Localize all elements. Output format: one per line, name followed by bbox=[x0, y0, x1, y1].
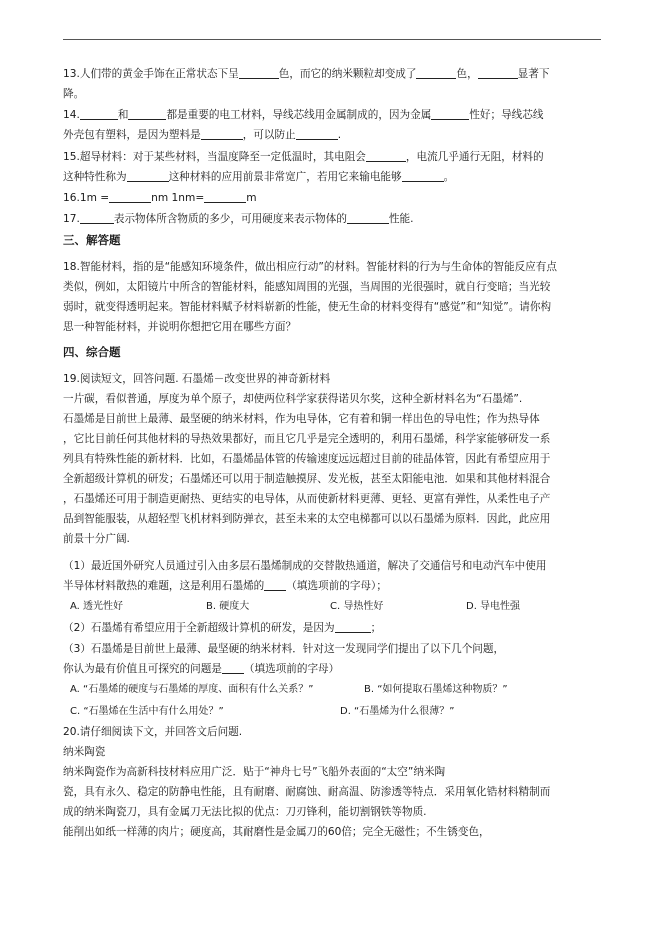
blank[interactable] bbox=[222, 661, 244, 674]
question-19-sub1: （1）最近国外研究人员通过引入由多层石墨烯制成的交替散热通道，解决了交通信号和电动汽车中使用 半导体材料散热的难题，这是利用石墨烯的 （填选项前的字母）； bbox=[63, 560, 547, 592]
blank[interactable] bbox=[204, 190, 246, 203]
question-18: 18.智能材料，指的是“能感知环境条件，做出相应行动”的材料。智能材料的行为与生命体的智能反应有点 类似，例如，太阳镜片中所含的智能材料，能感知周围的光强，当周围的光很强时，就自行变暗；当光较 弱时，就变得透明起来。智能材料赋予材料崭新的性能，使无生命的材料变得有“感觉”和“知觉”。请你构 思一种智能材料，并说明你想把它用在哪些方面？ bbox=[63, 261, 557, 333]
question-19-sub3: （3）石墨烯是目前世上最薄、最坚硬的纳米材料．针对这一发现同学们提出了以下几个问题， 你认为最有价值且可探究的问题是 （填选项前的字母） bbox=[63, 643, 505, 675]
blank[interactable] bbox=[347, 211, 389, 224]
option-c[interactable]: C. 导热性好 bbox=[330, 601, 384, 612]
option-b[interactable]: B. “如何提取石墨烯这种物质？” bbox=[364, 684, 508, 695]
blank[interactable] bbox=[80, 107, 118, 120]
blank[interactable] bbox=[239, 66, 279, 79]
question-20-title: 纳米陶瓷 bbox=[63, 746, 106, 758]
blank[interactable] bbox=[296, 127, 338, 140]
blank[interactable] bbox=[80, 211, 114, 224]
question-14: 14. 和 都是重要的电工材料，导线芯线用金属制成的，因为金属 性好；导线芯线 外壳包有塑料，是因为塑料是 ，可以防止 . bbox=[63, 109, 544, 141]
question-20-intro: 20.请仔细阅读下文，并回答文后问题. bbox=[63, 726, 243, 738]
option-c[interactable]: C. “石墨烯在生活中有什么用处？” bbox=[70, 706, 224, 717]
blank[interactable] bbox=[127, 169, 169, 182]
question-19-sub2: （2）石墨烯有希望应用于全新超级计算机的研发，是因为 ； bbox=[63, 622, 382, 634]
option-b[interactable]: B. 硬度大 bbox=[206, 601, 250, 612]
option-a[interactable]: A. 透光性好 bbox=[70, 601, 124, 612]
question-20-passage: 纳米陶瓷作为高新科技材料应用广泛．贴于“神舟七号”飞船外表面的“太空”纳米陶 瓷，具有永久、稳定的防静电性能，且有耐磨、耐腐蚀、耐高温、防渗透等特点．采用氧化锆材料精制而 成的纳米陶瓷刀，具有金属刀无法比拟的优点：刀刃锋利，能切割钢铁等物质. 能削出如纸一样薄的肉片；硬度高，其耐磨性是金属刀的60倍；完全无磁性；不生锈变色， bbox=[63, 766, 551, 838]
question-13: 13.人们带的黄金手饰在正常状态下呈 色，而它的纳米颗粒却变成了 色， 显著下 降。 bbox=[63, 68, 550, 100]
header-rule bbox=[63, 39, 601, 40]
question-19-passage: 一片碳，看似普通，厚度为单个原子，却使两位科学家获得诺贝尔奖，这种全新材料名为“石墨烯”. 石墨烯是目前世上最薄、最坚硬的纳米材料，作为电导体，它有着和铜一样出色的导电性；作为热导体 ，它比目前任何其他材料的导热效果都好，而且它几乎是完全透明的，利用石墨烯，科学家能够研发一系 列具有特殊性能的新材料．比如，石墨烯晶体管的传输速度远远超过目前的硅晶体管，因此有希望应用于 全新超级计算机的研发；石墨烯还可以用于制造触摸屏、发光板，甚至太阳能电池．如果和其他材料混合 ，石墨烯还可用于制造更耐热、更结实的电导体，从而使新材料更薄、更轻、更富有弹性，从柔性电子产 品到智能服装，从超轻型飞机材料到防弹衣，甚至未来的太空电梯都可以以石墨烯为原料．因此，此应用 前景十分广阔. bbox=[63, 393, 551, 545]
option-d[interactable]: D. “石墨烯为什么很薄？” bbox=[340, 706, 455, 717]
question-19-intro: 19.阅读短文，回答问题. 石墨烯－改变世界的神奇新材料 bbox=[63, 373, 331, 385]
blank[interactable] bbox=[128, 107, 166, 120]
blank[interactable] bbox=[335, 620, 371, 633]
section-heading-3: 三、解答题 bbox=[63, 233, 121, 247]
blank[interactable] bbox=[416, 66, 456, 79]
question-16: 16.1m = nm 1nm= m bbox=[63, 192, 257, 204]
option-a[interactable]: A. “石墨烯的硬度与石墨烯的厚度、面积有什么关系？” bbox=[70, 684, 314, 695]
blank[interactable] bbox=[366, 149, 406, 162]
option-d[interactable]: D. 导电性强 bbox=[466, 601, 521, 612]
section-heading-4: 四、综合题 bbox=[63, 345, 121, 359]
blank[interactable] bbox=[264, 578, 286, 591]
blank[interactable] bbox=[478, 66, 518, 79]
blank[interactable] bbox=[431, 107, 469, 120]
blank[interactable] bbox=[109, 190, 151, 203]
blank[interactable] bbox=[402, 169, 444, 182]
question-15: 15.超导材料：对于某些材料，当温度降至一定低温时，其电阻会 ，电流几乎通行无阻，材料的 这种特性称为 这种材料的应用前景非常宽广，若用它来输电能够 。 bbox=[63, 151, 544, 183]
blank[interactable] bbox=[201, 127, 243, 140]
question-17: 17. 表示物体所含物质的多少，可用硬度来表示物体的 性能. bbox=[63, 213, 414, 225]
